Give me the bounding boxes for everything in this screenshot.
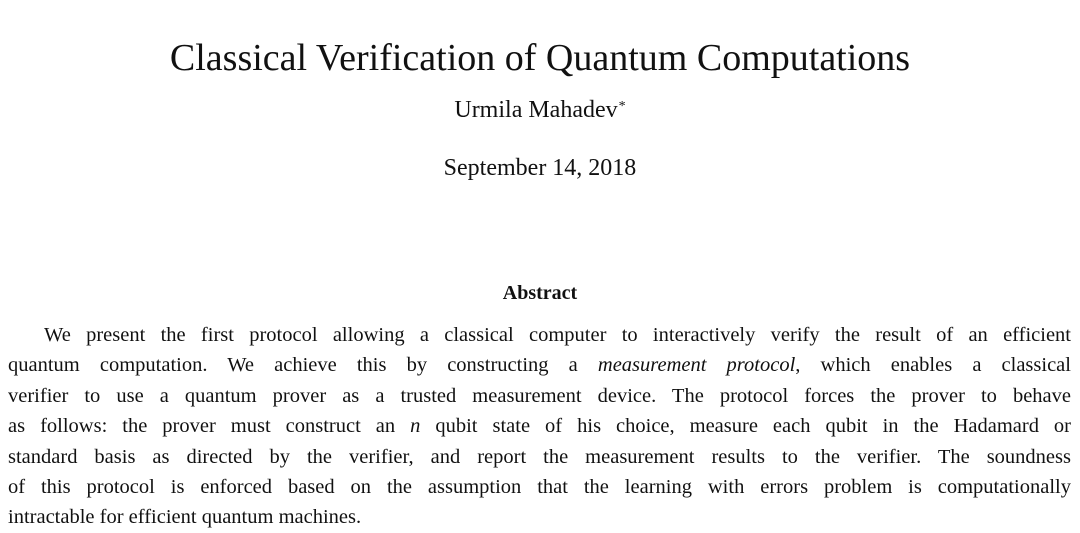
abstract-heading: Abstract <box>502 282 578 304</box>
abstract-line <box>8 381 1071 411</box>
abstract-text: of this protocol is enforced based on the assumption that the learning with errors problem is computationally <box>8 475 1071 498</box>
abstract-text: qubit state of his choice, measure each qubit in the Hadamard or <box>420 415 1071 438</box>
abstract-line <box>8 320 1071 350</box>
abstract-line <box>8 350 1071 380</box>
abstract-line <box>8 411 1071 441</box>
abstract-text: standard basis as directed by the verifier, and report the measurement results to the verifier. The soundness <box>8 445 1071 468</box>
abstract-text: verifier to use a quantum prover as a trusted measurement device. The protocol forces the prover to behave <box>8 384 1071 407</box>
paper-date: September 14, 2018 <box>443 155 637 181</box>
math-variable: n <box>410 415 421 438</box>
abstract-text: quantum computation. We achieve this by constructing a <box>8 354 598 377</box>
abstract-text: We present the first protocol allowing a classical computer to interactively verify the result of an efficient <box>44 324 1071 346</box>
author-footnote-mark: * <box>618 99 626 114</box>
abstract-line <box>8 472 1071 502</box>
abstract-text: as follows: the prover must construct an <box>8 415 411 438</box>
abstract-text: , which enables a classical <box>795 354 1071 377</box>
abstract-emphasis: measurement protocol <box>597 354 796 377</box>
author-name: Urmila Mahadev <box>454 97 618 123</box>
author-line <box>0 95 1080 125</box>
paper-title: Classical Verification of Quantum Computations <box>169 37 911 80</box>
abstract-text: intractable for efficient quantum machines. <box>8 506 362 529</box>
abstract-body <box>8 320 1071 533</box>
abstract-line <box>8 442 1071 472</box>
abstract-line <box>8 502 1071 532</box>
